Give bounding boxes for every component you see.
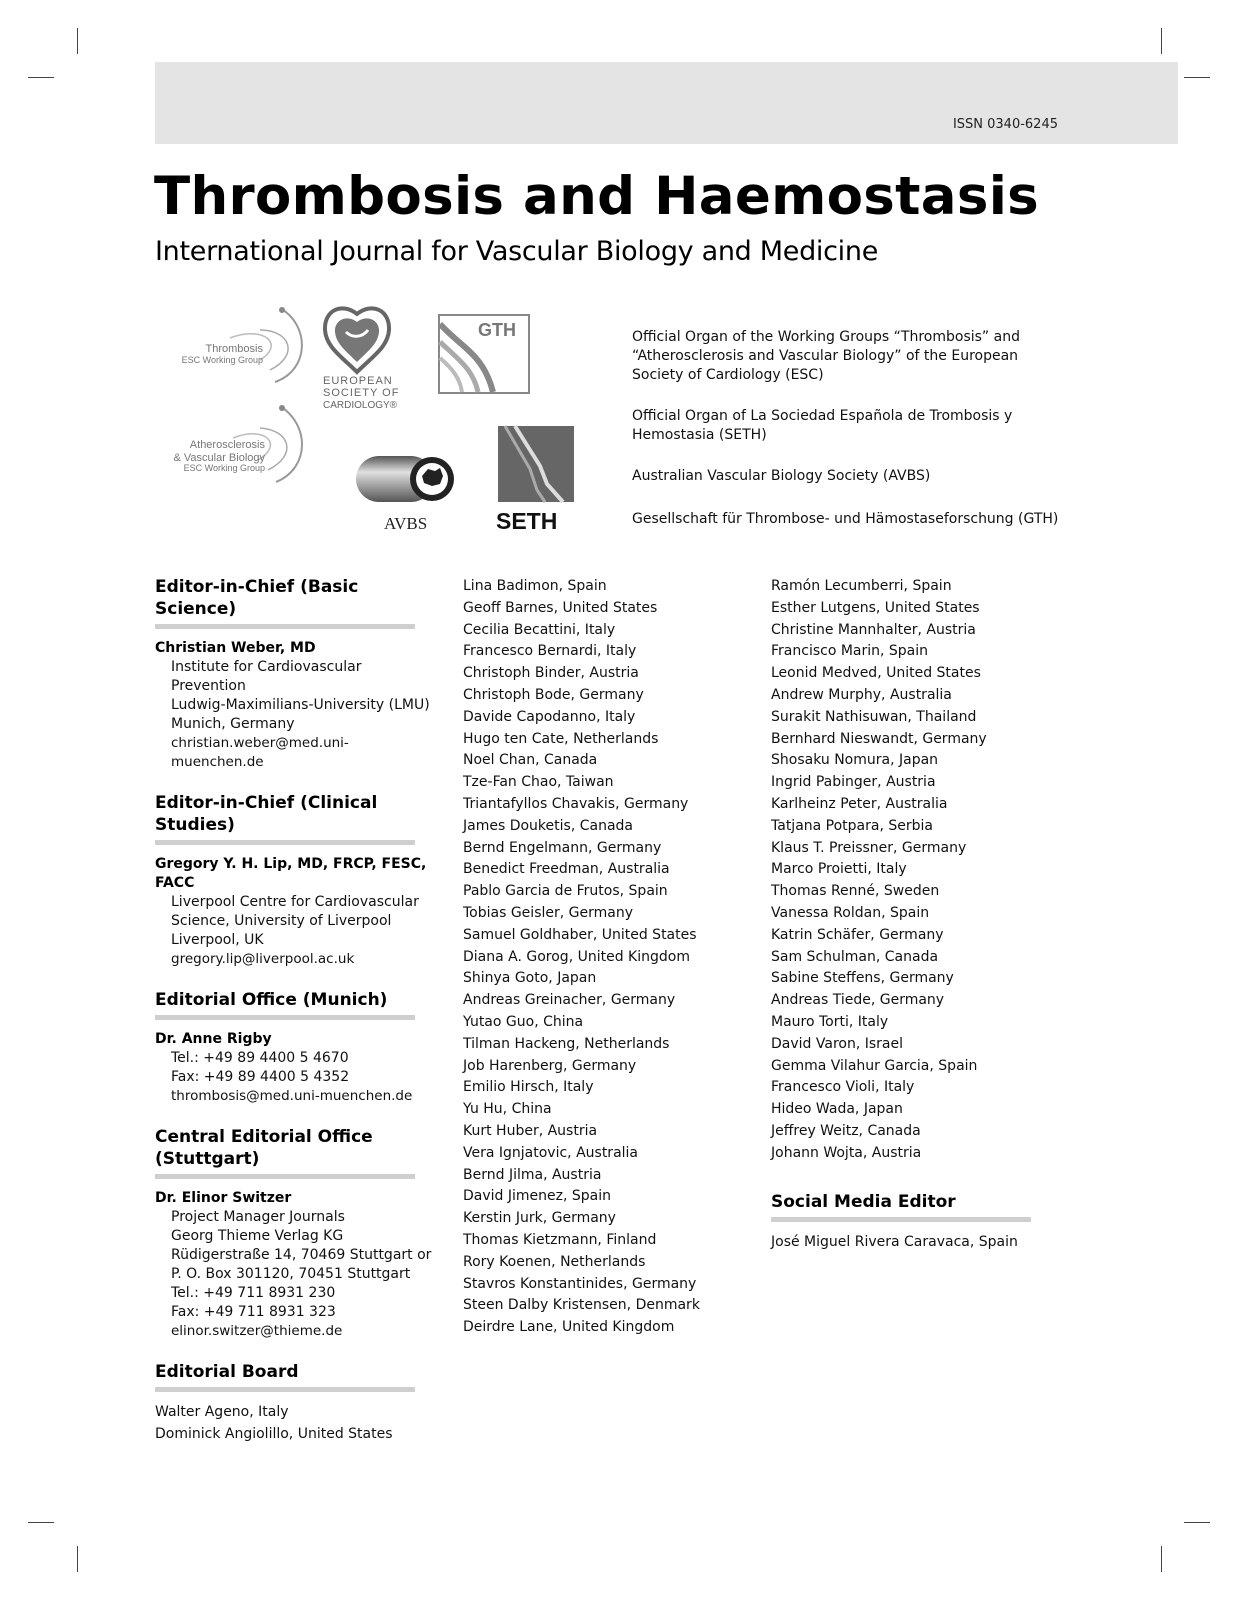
board-member: Dominick Angiolillo, United States <box>155 1425 393 1442</box>
board-member: Shosaku Nomura, Japan <box>771 752 939 769</box>
masthead-column-2 <box>463 576 753 1339</box>
crop-mark <box>1161 28 1162 54</box>
email-link[interactable]: gregory.lip@liverpool.ac.uk <box>171 951 355 967</box>
board-member: Emilio Hirsch, Italy <box>463 1079 594 1096</box>
crop-mark <box>1184 77 1210 78</box>
athero-wg-line1: Atherosclerosis <box>189 439 265 451</box>
address-line: Rüdigerstraße 14, 70469 Stuttgart or <box>171 1247 432 1263</box>
section-heading: Editor-in-Chief (Clinical Studies) <box>155 792 415 845</box>
crop-mark <box>77 1546 78 1572</box>
board-member: Vanessa Roldan, Spain <box>771 904 930 921</box>
editor-name: Gregory Y. H. Lip, MD, FRCP, FESC, FACC <box>155 856 427 891</box>
seth-label: SETH <box>496 508 558 532</box>
address-line: Georg Thieme Verlag KG <box>171 1228 344 1244</box>
board-member: Shinya Goto, Japan <box>463 970 597 987</box>
journal-subtitle: International Journal for Vascular Biology and Medicine <box>155 236 879 267</box>
editor-name: Dr. Elinor Switzer <box>155 1190 292 1206</box>
board-member: Davide Capodanno, Italy <box>463 708 636 725</box>
esc-line1: EUROPEAN <box>323 375 393 387</box>
board-member: Gemma Vilahur Garcia, Spain <box>771 1057 978 1074</box>
board-member: Samuel Goldhaber, United States <box>463 926 697 943</box>
board-member: Francesco Violi, Italy <box>771 1079 915 1096</box>
section-heading: Editorial Office (Munich) <box>155 989 415 1020</box>
section-heading-line: Central Editorial Office <box>155 1127 373 1147</box>
board-member: Sabine Steffens, Germany <box>771 970 954 987</box>
esc-line2: SOCIETY OF <box>323 387 400 399</box>
athero-wg-line2: & Vascular Biology <box>173 452 265 464</box>
office-stuttgart-block <box>155 1126 435 1341</box>
email-link[interactable]: christian.weber@med.uni-muenchen.de <box>171 735 349 770</box>
crop-mark <box>1184 1522 1210 1523</box>
board-member: Stavros Konstantinides, Germany <box>463 1275 697 1292</box>
address-line: Liverpool Centre for Cardiovascular <box>171 894 419 910</box>
gth-label: GTH <box>478 320 516 340</box>
esc-logo <box>322 302 417 412</box>
board-member: Rory Koenen, Netherlands <box>463 1253 646 1270</box>
board-member: Tobias Geisler, Germany <box>463 904 633 921</box>
board-member: Bernd Jilma, Austria <box>463 1166 602 1183</box>
editorial-board-block <box>155 1361 435 1446</box>
board-member: David Varon, Israel <box>771 1035 903 1052</box>
board-member: Karlheinz Peter, Australia <box>771 795 948 812</box>
masthead-column-3 <box>771 576 1071 1253</box>
board-member: Ramón Lecumberri, Spain <box>771 578 952 594</box>
phone-line: Tel.: +49 89 4400 5 4670 <box>171 1050 349 1066</box>
email-link[interactable]: elinor.switzer@thieme.de <box>171 1323 343 1339</box>
board-member: Andreas Greinacher, Germany <box>463 992 676 1009</box>
avbs-logo <box>352 452 457 532</box>
board-member: Benedict Freedman, Australia <box>463 861 670 878</box>
organ-avbs: Australian Vascular Biology Society (AVBS) <box>632 468 931 484</box>
editor-name: Dr. Anne Rigby <box>155 1031 272 1047</box>
crop-mark <box>28 77 54 78</box>
board-member: Christoph Binder, Austria <box>463 665 639 682</box>
board-member: Hideo Wada, Japan <box>771 1101 903 1118</box>
section-heading-line: (Stuttgart) <box>155 1149 260 1169</box>
section-heading: Social Media Editor <box>771 1191 1031 1222</box>
board-member: Katrin Schäfer, Germany <box>771 926 944 943</box>
crop-mark <box>28 1522 54 1523</box>
board-member: Kurt Huber, Austria <box>463 1122 598 1139</box>
board-member: Bernd Engelmann, Germany <box>463 839 662 856</box>
athero-wg-line3: ESC Working Group <box>183 463 265 473</box>
board-member: Walter Ageno, Italy <box>155 1404 289 1420</box>
issn: ISSN 0340-6245 <box>952 117 1058 132</box>
phone-line: Tel.: +49 711 8931 230 <box>171 1285 336 1301</box>
board-member: Francisco Marin, Spain <box>771 643 929 660</box>
thrombosis-wg-line1: Thrombosis <box>205 343 263 355</box>
board-member: Tze-Fan Chao, Taiwan <box>463 774 614 791</box>
board-member: Thomas Kietzmann, Finland <box>463 1231 657 1248</box>
board-member: Triantafyllos Chavakis, Germany <box>463 795 689 812</box>
board-member: Mauro Torti, Italy <box>771 1013 889 1030</box>
address-line: Liverpool, UK <box>171 932 264 948</box>
board-member: Christine Mannhalter, Austria <box>771 621 976 638</box>
email-link[interactable]: thrombosis@med.uni-muenchen.de <box>171 1088 413 1104</box>
crop-mark <box>77 28 78 54</box>
board-member: David Jimenez, Spain <box>463 1188 611 1205</box>
journal-title: Thrombosis and Haemostasis <box>154 166 1040 227</box>
thrombosis-wg-line2: ESC Working Group <box>181 355 263 365</box>
board-member: Deirdre Lane, United Kingdom <box>463 1319 675 1336</box>
gth-logo <box>438 314 530 394</box>
atherosclerosis-wg-logo <box>158 400 323 490</box>
esc-line3: CARDIOLOGY® <box>323 400 398 411</box>
address-line: Ludwig-Maximilians-University (LMU) <box>171 697 430 713</box>
board-member: James Douketis, Canada <box>463 817 633 834</box>
board-member: Marco Proietti, Italy <box>771 861 907 878</box>
board-member: Diana A. Gorog, United Kingdom <box>463 948 690 965</box>
board-member: Francesco Bernardi, Italy <box>463 643 637 660</box>
social-media-block <box>771 1191 1071 1254</box>
board-member: Christoph Bode, Germany <box>463 686 644 703</box>
address-line: Science, University of Liverpool <box>171 913 392 929</box>
crop-mark <box>1161 1546 1162 1572</box>
board-member: Tatjana Potpara, Serbia <box>771 817 933 834</box>
address-line: P. O. Box 301120, 70451 Stuttgart <box>171 1266 411 1282</box>
board-member: Jeffrey Weitz, Canada <box>771 1122 921 1139</box>
board-member: Steen Dalby Kristensen, Denmark <box>463 1297 700 1314</box>
eic-basic-block <box>155 576 435 772</box>
organ-seth: Official Organ of La Sociedad Española de Trombosis y Hemostasia (SETH) <box>632 408 1013 443</box>
organ-esc: Official Organ of the Working Groups “Thrombosis” and “Atherosclerosis and Vascular Biology” of the European Society of Cardiology (ESC) <box>632 329 1020 383</box>
masthead-column-1 <box>155 576 435 1466</box>
board-member: Klaus T. Preissner, Germany <box>771 839 967 856</box>
board-member: Thomas Renné, Sweden <box>771 883 940 900</box>
editor-name: Christian Weber, MD <box>155 640 316 656</box>
board-member: Johann Wojta, Austria <box>771 1144 922 1161</box>
office-munich-block <box>155 989 435 1106</box>
board-member: Hugo ten Cate, Netherlands <box>463 730 659 747</box>
board-member: Esther Lutgens, United States <box>771 599 980 616</box>
board-member: Tilman Hackeng, Netherlands <box>463 1035 670 1052</box>
fax-line: Fax: +49 89 4400 5 4352 <box>171 1069 350 1085</box>
board-member: Noel Chan, Canada <box>463 752 598 769</box>
section-heading: Editor-in-Chief (Basic Science) <box>155 576 415 629</box>
board-member: Job Harenberg, Germany <box>463 1057 637 1074</box>
official-organs <box>632 328 1072 551</box>
board-member: Yutao Guo, China <box>463 1013 584 1030</box>
seth-logo <box>495 424 580 532</box>
address-line: Institute for Cardiovascular Prevention <box>171 659 362 694</box>
board-member: Bernhard Nieswandt, Germany <box>771 730 987 747</box>
organ-gth: Gesellschaft für Thrombose- und Hämostaseforschung (GTH) <box>632 511 1059 527</box>
board-member: Kerstin Jurk, Germany <box>463 1210 616 1227</box>
board-member: Sam Schulman, Canada <box>771 948 939 965</box>
header-band <box>155 62 1178 144</box>
board-member: Andreas Tiede, Germany <box>771 992 945 1009</box>
board-member: Cecilia Becattini, Italy <box>463 621 616 638</box>
board-member: Leonid Medved, United States <box>771 665 981 682</box>
board-member: Ingrid Pabinger, Austria <box>771 774 936 791</box>
board-member: Andrew Murphy, Australia <box>771 686 952 703</box>
board-list <box>771 576 1071 1165</box>
board-member: Lina Badimon, Spain <box>463 578 607 594</box>
board-member: Geoff Barnes, United States <box>463 599 658 616</box>
board-member: Vera Ignjatovic, Australia <box>463 1144 638 1161</box>
thrombosis-wg-logo <box>170 300 320 390</box>
board-member: Yu Hu, China <box>463 1101 552 1118</box>
address-line: Project Manager Journals <box>171 1209 345 1225</box>
fax-line: Fax: +49 711 8931 323 <box>171 1304 336 1320</box>
section-heading: Editorial Board <box>155 1361 415 1392</box>
board-member: Surakit Nathisuwan, Thailand <box>771 708 977 725</box>
board-member: Pablo Garcia de Frutos, Spain <box>463 883 668 900</box>
social-media-editor: José Miguel Rivera Caravaca, Spain <box>771 1233 1018 1250</box>
avbs-label: AVBS <box>384 514 428 532</box>
eic-clinical-block <box>155 792 435 969</box>
section-heading <box>155 1126 415 1179</box>
address-line: Munich, Germany <box>171 716 295 732</box>
